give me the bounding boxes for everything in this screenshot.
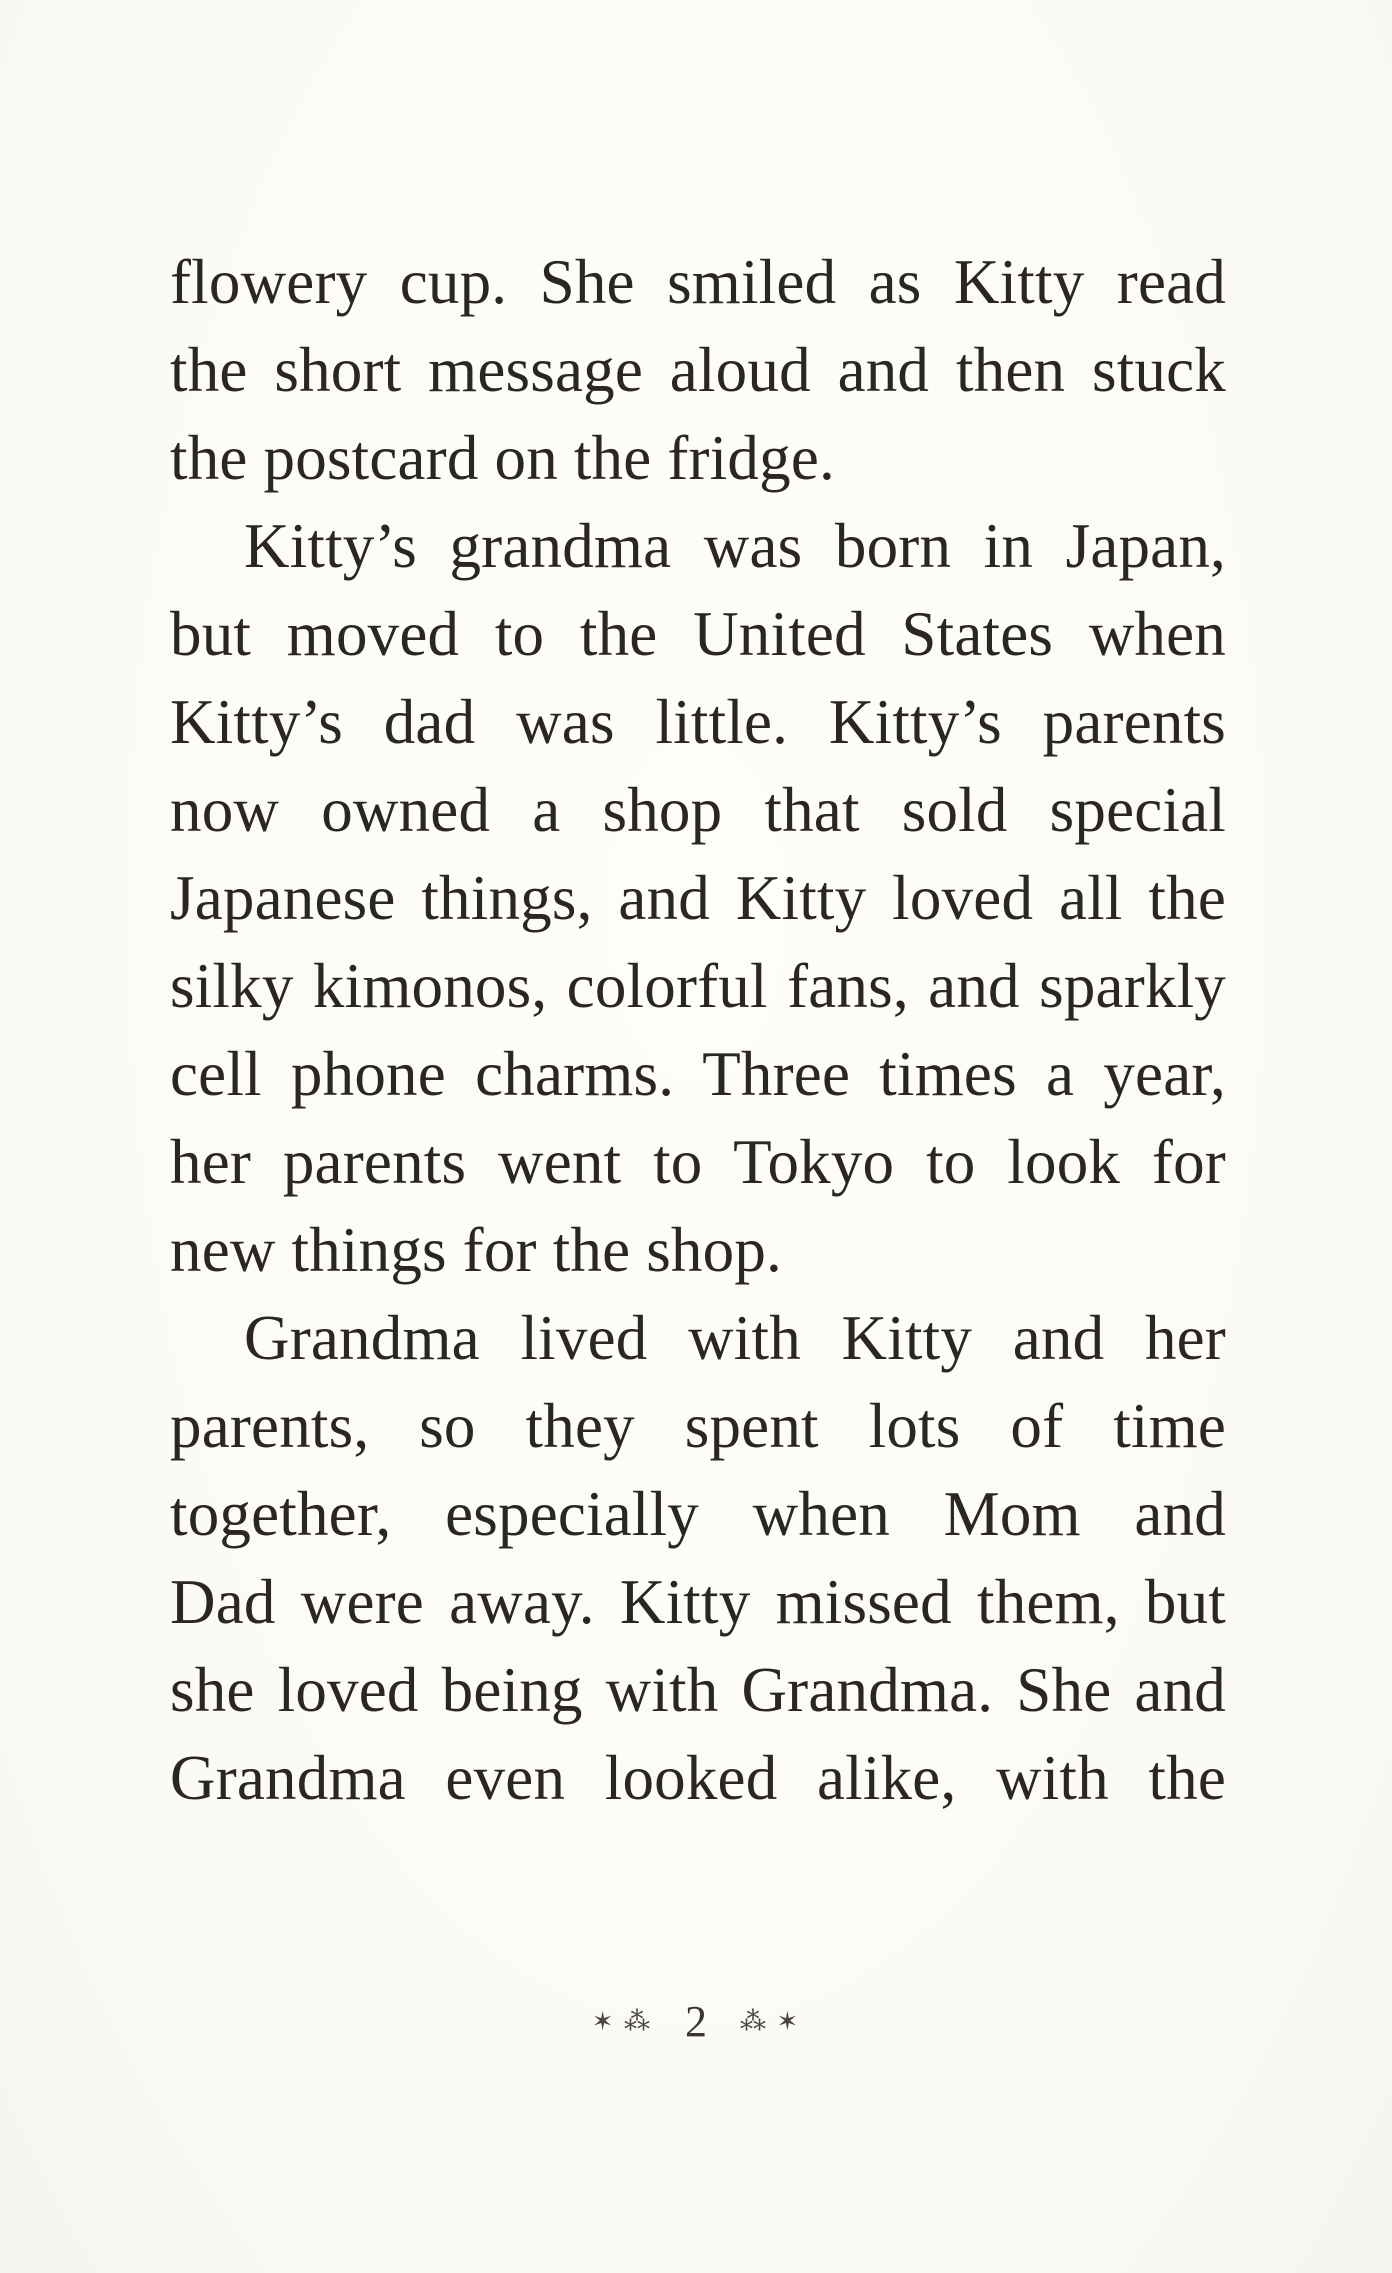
text-line: together, especially when Mom and <box>170 1479 1226 1549</box>
text-line: now owned a shop that sold special <box>170 775 1226 845</box>
text-line: cell phone charms. Three times a year, <box>170 1039 1226 1109</box>
text-line: Grandma even looked alike, with the <box>170 1743 1226 1813</box>
text-line: her parents went to Tokyo to look for <box>170 1127 1226 1197</box>
page-number: 2 <box>685 1996 707 2046</box>
text-line: parents, so they spent lots of time <box>170 1391 1226 1461</box>
text-line: but moved to the United States when <box>170 599 1226 669</box>
text-line: Japanese things, and Kitty loved all the <box>170 863 1226 933</box>
body-text <box>170 238 1226 1822</box>
text-line: silky kimonos, colorful fans, and sparkly <box>170 951 1226 1021</box>
text-line: Kitty’s dad was little. Kitty’s parents <box>170 687 1226 757</box>
star-ornament-icon: ✶ ⁂ <box>591 2006 652 2036</box>
text-line: Dad were away. Kitty missed them, but <box>170 1567 1226 1637</box>
text-line: new things for the shop. <box>170 1215 782 1285</box>
text-line: Grandma lived with Kitty and her <box>244 1303 1226 1373</box>
text-line: she loved being with Grandma. She and <box>170 1655 1226 1725</box>
page-footer <box>0 1988 1392 2052</box>
text-line: Kitty’s grandma was born in Japan, <box>244 511 1226 581</box>
text-line: flowery cup. She smiled as Kitty read <box>170 247 1226 317</box>
text-line: the short message aloud and then stuck <box>170 335 1226 405</box>
star-ornament-icon: ⁂ ✶ <box>740 2006 801 2036</box>
text-line: the postcard on the fridge. <box>170 423 835 493</box>
